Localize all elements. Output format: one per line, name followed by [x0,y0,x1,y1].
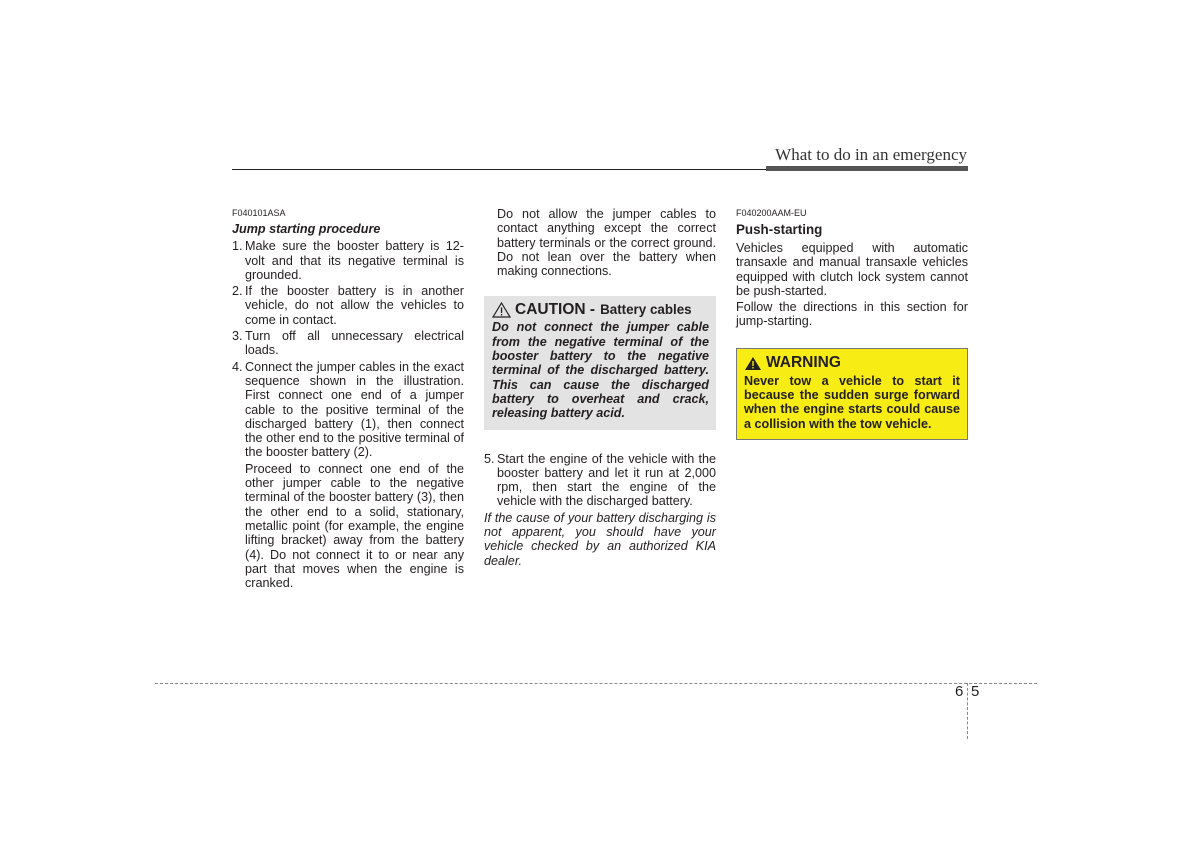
section-subtitle: Jump starting procedure [232,222,381,236]
step-text: Start the engine of the vehicle with the booster battery and let it run at 2,000 rpm, then start the engine of the vehicle with the discharged battery. [497,451,716,509]
caution-header [492,302,709,318]
step-number: 1. [232,239,243,254]
warning-triangle-icon [744,356,762,371]
step-number: 2. [232,284,243,299]
middle-column [484,207,716,568]
caution-text: Do not connect the jumper cable from the negative terminal of the booster battery to the negative terminal of the discharged battery. This can cause the discharged battery to overheat and crack, releasing battery acid. [492,320,709,421]
warning-triangle-icon [492,302,511,318]
paragraph: Follow the directions in this section for jump-starting. [736,300,968,329]
caution-title: Battery cables [600,302,692,318]
step-number: 3. [232,329,243,344]
warning-header [744,356,960,371]
dealer-note: If the cause of your battery discharging is not apparent, you should have your vehicle checked by an authorized KIA dealer. [484,510,716,568]
step-5 [484,452,716,509]
section-code: F040101ASA [232,208,286,218]
caution-label: CAUTION - [515,301,596,319]
warning-box [736,348,968,440]
section-code: F040200AAM-EU [736,208,807,218]
left-column [232,207,464,592]
step-text: If the booster battery is in another vehicle, do not allow the vehicles to come in contact. [245,284,464,327]
header-bar [766,166,968,171]
paragraph: Vehicles equipped with automatic transaxle and manual transaxle vehicles equipped with clutch lock system cannot be push-started. [736,241,968,298]
step-4 [232,360,464,460]
caution-box [484,296,716,429]
step-number: 5. [484,451,495,466]
step-4-continued-2: Do not allow the jumper cables to contact anything except the correct battery terminals or the correct ground. Do not lean over the battery when making connections. [497,207,716,279]
step-number: 4. [232,359,243,374]
page-number: 5 [971,683,980,700]
step-1 [232,239,464,282]
chapter-number: 6 [955,683,964,700]
footer-divider [967,683,968,739]
chapter-title: What to do in an emergency [775,145,967,164]
step-text: Turn off all unnecessary electrical loads. [245,329,464,358]
right-column [736,207,968,440]
step-2 [232,284,464,327]
warning-label: WARNING [766,354,841,372]
section-heading: Push-starting [736,222,823,237]
step-4-continued: Proceed to connect one end of the other jumper cable to the negative terminal of the booster battery (3), then the other end to a solid, stationary, metallic point (for example, the engine lifting bracket) away from the battery (4). Do not connect it to or near any part that moves when the engine is cranked. [245,461,464,591]
warning-text: Never tow a vehicle to start it because the sudden surge forward when the engine starts could cause a collision with the tow vehicle. [744,373,960,431]
step-text: Connect the jumper cables in the exact sequence shown in the illustration. First connect one end of a jumper cable to the positive terminal of the discharged battery (1), then connect the other end to the positive terminal of the booster battery (2). [245,359,464,460]
step-3 [232,329,464,358]
footer-rule [155,683,1037,684]
step-text: Make sure the booster battery is 12-volt and that its negative terminal is grounded. [245,239,464,282]
